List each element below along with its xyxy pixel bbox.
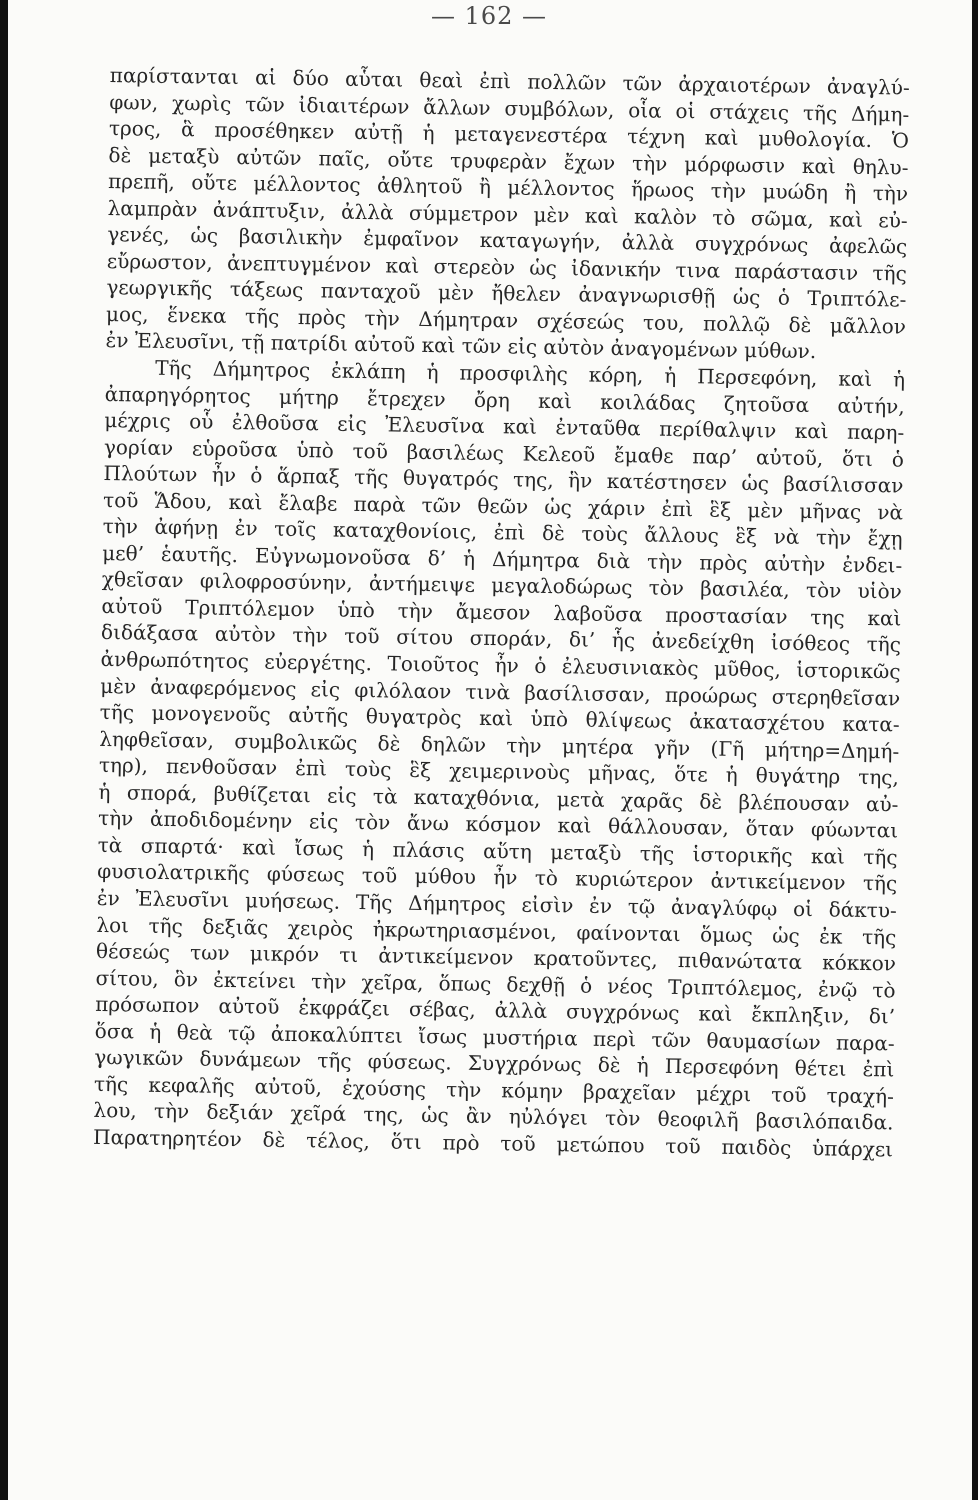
text-line: μὲν ἀναφερόμενος εἰς φιλόλαον τινὰ βασίλισσαν, προώρως στερηθεῖσαν bbox=[100, 673, 901, 711]
text-line: ἐν Ἐλευσῖνι, τῇ πατρίδι αὐτοῦ καὶ τῶν εἰς αὐτὸν ἀναγομένων μύθων. bbox=[105, 328, 817, 364]
text-line: λαμπρὰν ἀνάπτυξιν, ἀλλὰ σύμμετρον μὲν καὶ καλὸν τὸ σῶμα, καὶ εὐ- bbox=[107, 195, 908, 233]
text-line: γεωργικῆς τάξεως πανταχοῦ μὲν ἤθελεν ἀναγνωρισθῇ ὡς ὁ Τριπτόλε- bbox=[106, 275, 907, 312]
text-line: φυσιολατρικῆς φύσεως τοῦ μύθου ἦν τὸ κυριώτερον ἀντικείμενον τῆς bbox=[97, 859, 898, 896]
text-line: θέσεώς των μικρόν τι ἀντικείμενον κρατοῦντες, πιθανώτατα κόκκον bbox=[95, 938, 897, 976]
text-line: πρόσωπον αὐτοῦ ἐκφράζει σέβας, ἀλλὰ συγχρόνως καὶ ἔκπληξιν, δι’ bbox=[95, 992, 896, 1029]
text-line: τὴν ἀφήνῃ ἐν τοῖς καταχθονίοις, ἐπὶ δὲ τοὺς ἄλλους ἓξ νὰ τὴν ἔχῃ bbox=[102, 514, 903, 551]
text-line: μος, ἕνεκα τῆς πρὸς τὴν Δήμητραν σχέσεώς του, πολλῷ δὲ μᾶλλον bbox=[105, 301, 907, 339]
text-line: ὅσα ἡ θεὰ τῷ ἀποκαλύπτει ἴσως μυστήρια περὶ τῶν θαυμασίων παρα- bbox=[94, 1018, 895, 1056]
text-line: Παρατηρητέον δὲ τέλος, ὅτι πρὸ τοῦ μετώπου τοῦ παιδὸς ὑπάρχει bbox=[92, 1124, 894, 1162]
text-line: δὲ μεταξὺ αὐτῶν παῖς, οὔτε τρυφερὰν ἔχων τὴν μόρφωσιν καὶ θηλυ- bbox=[108, 142, 909, 180]
text-line: παρίστανται αἱ δύο αὗται θεαὶ ἐπὶ πολλῶν τῶν ἀρχαιοτέρων ἀναγλύ- bbox=[109, 62, 910, 100]
scan-right-edge bbox=[972, 0, 978, 1500]
text-line: λου, τὴν δεξιάν χεῖρά της, ὡς ἂν ηὐλόγει τὸν θεοφιλῆ βασιλόπαιδα. bbox=[93, 1098, 894, 1135]
text-line: τρος, ἃ προσέθηκεν αὐτῇ ἡ μεταγενεστέρα τέχνη καὶ μυθολογία. Ὁ bbox=[108, 116, 910, 153]
text-line: ἀπαρηγόρητος μήτηρ ἔτρεχεν ὄρη καὶ κοιλάδας ζητοῦσα αὐτήν, bbox=[104, 381, 905, 419]
text-line: ληφθεῖσαν, συμβολικῶς δὲ δηλῶν τὴν μητέρα γῆν (Γῆ μήτηρ=Δημή- bbox=[99, 726, 900, 764]
body-text bbox=[93, 62, 910, 1163]
text-line: μέχρις οὗ ἐλθοῦσα εἰς Ἐλευσῖνα καὶ ἐνταῦθα περίθαλψιν καὶ παρη- bbox=[104, 408, 905, 445]
text-line: τὴν ἀποδιδομένην εἰς τὸν ἄνω κόσμον καὶ θάλλουσαν, ὅταν φύωνται bbox=[97, 806, 899, 843]
text-line: τηρ), πενθοῦσαν ἐπὶ τοὺς ἓξ χειμερινοὺς μῆνας, ὅτε ἡ θυγάτηρ της, bbox=[98, 753, 900, 790]
text-line: χθεῖσαν φιλοφροσύνην, ἀντήμειψε μεγαλοδώρως τὸν βασιλέα, τὸν υἱὸν bbox=[101, 567, 902, 604]
text-line: φων, χωρὶς τῶν ἰδιαιτέρων ἄλλων συμβόλων, οἷα οἱ στάχεις τῆς Δήμη- bbox=[109, 89, 910, 127]
text-line: ἀνθρωπότητος εὐεργέτης. Τοιοῦτος ἦν ὁ ἐλευσινιακὸς μῦθος, ἱστορικῶς bbox=[100, 646, 901, 684]
text-line: σίτου, ὃν ἐκτείνει τὴν χεῖρα, ὅπως δεχθῇ ὁ νέος Τριπτόλεμος, ἐνῷ τὸ bbox=[95, 965, 896, 1003]
text-line: λοι τῆς δεξιᾶς χειρὸς ἠκρωτηριασμένοι, φαίνονται ὅμως ὡς ἐκ τῆς bbox=[96, 912, 897, 949]
text-line: τὰ σπαρτά· καὶ ἴσως ἡ πλάσις αὕτη μεταξὺ τῆς ἱστορικῆς καὶ τῆς bbox=[97, 832, 898, 870]
text-line: εὔρωστον, ἀνεπτυγμένον καὶ στερεὸν ὡς ἰδανικήν τινα παράστασιν τῆς bbox=[106, 248, 907, 286]
text-line: τῆς μονογενοῦς αὐτῆς θυγατρὸς καὶ ὑπὸ θλίψεως ἀκατασχέτου κατα- bbox=[99, 700, 900, 737]
text-line: γορίαν εὑροῦσα ὑπὸ τοῦ βασιλέως Κελεοῦ ἔμαθε παρ’ αὐτοῦ, ὅτι ὁ bbox=[103, 434, 905, 472]
text-line: μεθ’ ἑαυτῆς. Εὐγνωμονοῦσα δ’ ἡ Δήμητρα διὰ τὴν πρὸς αὐτὴν ἐνδει- bbox=[102, 540, 903, 578]
text-line: ἡ σπορά, βυθίζεται εἰς τὰ καταχθόνια, μετὰ χαρᾶς δὲ βλέπουσαν αὐ- bbox=[98, 779, 899, 817]
text-line: γωγικῶν δυνάμεων τῆς φύσεως. Συγχρόνως δὲ ἡ Περσεφόνη θέτει ἐπὶ bbox=[94, 1045, 895, 1082]
text-line: διδάξασα αὐτὸν τὴν τοῦ σίτου σποράν, δι’ ἧς ἀνεδείχθη ἰσόθεος τῆς bbox=[100, 620, 902, 657]
text-line: πρεπῆ, οὔτε μέλλοντος ἀθλητοῦ ἢ μέλλοντος ἥρωος τὴν μυώδη ἢ τὴν bbox=[107, 169, 909, 206]
page-number: — 162 — bbox=[430, 2, 548, 30]
text-line: γενές, ὡς βασιλικὴν ἐμφαῖνον καταγωγήν, ἀλλὰ συγχρόνως ἀφελῶς bbox=[107, 222, 908, 259]
text-line: τοῦ Ἅδου, καὶ ἔλαβε παρὰ τῶν θεῶν ὡς χάριν ἐπὶ ἓξ μὲν μῆνας νὰ bbox=[102, 487, 904, 525]
text-line: τῆς κεφαλῆς αὐτοῦ, ἐχούσης τὴν κόμην βραχεῖαν μέχρι τοῦ τραχή- bbox=[93, 1071, 895, 1109]
text-line: αὐτοῦ Τριπτόλεμον ὑπὸ τὴν ἄμεσον λαβοῦσα προστασίαν της καὶ bbox=[101, 593, 902, 631]
text-line: Πλούτων ἦν ὁ ἅρπαξ τῆς θυγατρός της, ἣν κατέστησεν ὡς βασίλισσαν bbox=[103, 461, 904, 498]
text-line: ἐν Ἐλευσῖνι μυήσεως. Τῆς Δήμητρος εἰσὶν ἐν τῷ ἀναγλύφῳ οἱ δάκτυ- bbox=[96, 885, 897, 923]
scan-left-edge bbox=[0, 0, 8, 1500]
paragraph-start-line: Τῆς Δήμητρος ἐκλάπη ἡ προσφιλὴς κόρη, ἡ Περσεφόνη, καὶ ἡ bbox=[155, 355, 906, 392]
